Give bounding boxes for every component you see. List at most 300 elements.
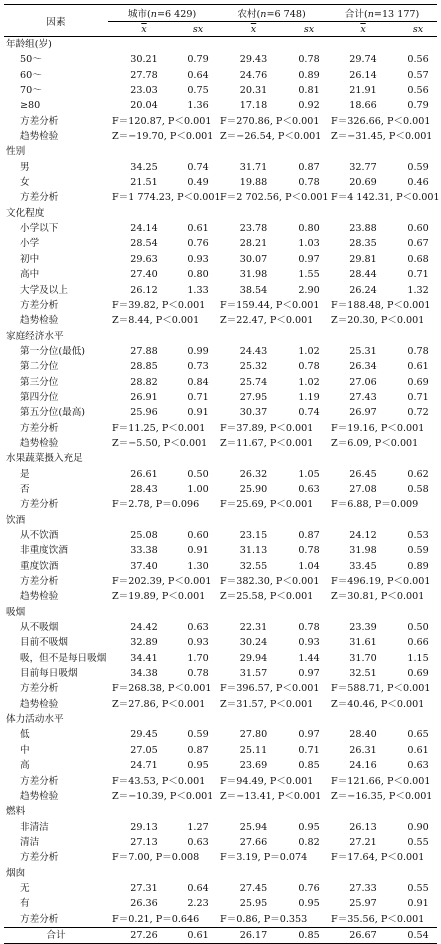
- stat-row: [4, 190, 437, 205]
- data-table-page: [0, 4, 441, 941]
- mean-value: 24.71: [130, 760, 158, 772]
- row-label: 重度饮酒: [20, 560, 59, 572]
- se-value: 0.71: [407, 269, 429, 281]
- row-label: 是: [20, 468, 30, 480]
- stat-value: F＝0.21, P＝0.646: [112, 913, 200, 925]
- se-value: 0.87: [187, 744, 209, 756]
- table-row: [4, 405, 437, 420]
- mean-value: 26.34: [349, 361, 377, 373]
- total-row: [4, 927, 437, 943]
- stat-value: F＝1 774.23, P＜0.001: [112, 192, 221, 204]
- mean-value: 23.78: [239, 223, 268, 235]
- table-row: [4, 52, 437, 67]
- group-name: 城市: [127, 9, 147, 20]
- section-header-row: [4, 144, 437, 159]
- se-value: 1.30: [187, 560, 209, 572]
- mean-value: 21.51: [130, 177, 158, 189]
- se-value: 1.55: [298, 269, 320, 281]
- section-title: 年龄组(岁): [6, 39, 52, 50]
- row-label: 第二分位: [20, 361, 59, 373]
- stat-label: 趋势检验: [20, 437, 59, 449]
- se-value: 0.46: [407, 177, 429, 189]
- table-row: [4, 390, 437, 405]
- section-header-row: [4, 712, 437, 727]
- section-header-row: [4, 451, 437, 466]
- stat-row: [4, 114, 437, 129]
- mean-value: 30.21: [130, 54, 158, 66]
- stat-label: 方差分析: [20, 115, 59, 127]
- stat-label: 趋势检验: [20, 698, 59, 710]
- se-value: 0.85: [291, 927, 327, 943]
- mean-value: 27.45: [239, 882, 268, 894]
- stat-label: 方差分析: [20, 775, 59, 787]
- se-value: 1.70: [187, 652, 209, 664]
- section-title: 饮酒: [6, 514, 26, 526]
- mean-value: 23.39: [349, 622, 377, 634]
- se-value: 0.65: [407, 729, 429, 741]
- stat-row: [4, 912, 437, 928]
- stat-value: F＝25.69, P＜0.001: [220, 499, 314, 511]
- mean-value: 27.78: [130, 69, 158, 81]
- stat-value: F＝7.00, P＝0.008: [112, 852, 200, 864]
- table-row: [4, 359, 437, 374]
- mean-value: 26.45: [349, 468, 377, 480]
- stat-value: Z＝40.46, P＜0.001: [331, 698, 425, 710]
- stat-row: [4, 436, 437, 451]
- row-label: 非清洁: [20, 821, 49, 833]
- section-title: 吸烟: [6, 606, 26, 618]
- se-value: 1.00: [187, 483, 209, 495]
- mean-value: 27.43: [349, 391, 377, 403]
- mean-header: $\overline{x}$: [108, 22, 180, 37]
- mean-value: 24.14: [130, 223, 158, 235]
- stat-value: Z＝−16.35, P＜0.001: [331, 790, 433, 802]
- se-value: 0.78: [298, 177, 320, 189]
- se-value: 0.67: [407, 238, 429, 250]
- table-row: [4, 160, 437, 175]
- stat-label: 方差分析: [20, 299, 59, 311]
- se-value: 1.15: [407, 652, 429, 664]
- se-value: 0.97: [298, 253, 320, 265]
- row-label: 清洁: [20, 836, 40, 848]
- se-value: 1.27: [187, 821, 209, 833]
- mean-value: 30.37: [239, 407, 268, 419]
- stat-value: F＝588.71, P＜0.001: [331, 683, 431, 695]
- mean-value: 26.91: [130, 391, 158, 403]
- row-label: 从不饮酒: [20, 530, 59, 541]
- stat-value: Z＝31.57, P＜0.001: [220, 698, 314, 710]
- se-value: 0.57: [407, 69, 429, 81]
- se-value: 0.63: [187, 622, 209, 634]
- se-value: 1.05: [298, 468, 320, 480]
- table-row: [4, 620, 437, 635]
- se-value: 0.85: [298, 760, 320, 772]
- mean-value: 28.82: [130, 376, 158, 388]
- se-value: 1.04: [298, 560, 320, 572]
- mean-value: 27.40: [130, 269, 158, 281]
- stat-value: F＝43.53, P＜0.001: [112, 775, 206, 787]
- mean-value: 21.91: [349, 85, 377, 97]
- se-value: 2.90: [298, 284, 320, 296]
- stat-value: F＝11.25, P＜0.001: [112, 422, 206, 434]
- mean-value: 25.90: [239, 483, 268, 495]
- stat-value: F＝188.48, P＜0.001: [331, 299, 431, 311]
- mean-value: 34.41: [130, 652, 158, 664]
- mean-value: 23.88: [349, 223, 377, 235]
- se-value: 0.82: [298, 836, 320, 848]
- mean-value: 19.88: [239, 177, 268, 189]
- mean-value: 25.95: [239, 898, 268, 910]
- mean-value: 28.21: [239, 238, 268, 250]
- group-header-urban: 城市(n=6 429): [108, 5, 216, 22]
- row-label: 有: [20, 898, 30, 910]
- mean-value: 25.08: [130, 530, 158, 541]
- se-value: 0.92: [298, 100, 320, 112]
- se-header: sx: [291, 22, 327, 37]
- se-value: 0.99: [187, 345, 209, 357]
- mean-value: 26.24: [349, 284, 377, 296]
- stat-value: F＝326.66, P＜0.001: [331, 115, 431, 127]
- se-value: 0.81: [298, 85, 320, 97]
- stat-row: [4, 789, 437, 804]
- section-header-row: [4, 605, 437, 620]
- mean-value: 27.88: [130, 345, 158, 357]
- row-label: 第四分位: [20, 391, 59, 403]
- mean-value: 29.63: [130, 253, 158, 265]
- mean-value: 26.97: [349, 407, 377, 419]
- mean-value: 31.98: [349, 545, 377, 557]
- row-label: 第五分位(最高): [20, 407, 86, 419]
- mean-value: 31.70: [349, 652, 377, 664]
- mean-value: 26.12: [130, 284, 158, 296]
- row-label: 第三分位: [20, 376, 59, 388]
- mean-value: 27.08: [349, 483, 377, 495]
- group-header-total: 合计(n=13 177): [327, 5, 437, 22]
- stat-value: Z＝−26.54, P＜0.001: [220, 131, 322, 143]
- stat-value: Z＝−13.41, P＜0.001: [220, 790, 322, 802]
- se-value: 0.63: [187, 836, 209, 848]
- stat-row: [4, 681, 437, 696]
- row-label: 否: [20, 483, 30, 495]
- se-value: 0.58: [407, 483, 429, 495]
- mean-value: 25.94: [239, 821, 268, 833]
- stat-value: Z＝19.89, P＜0.001: [112, 591, 206, 603]
- se-value: 0.91: [187, 407, 209, 419]
- stat-label: 方差分析: [20, 499, 59, 511]
- row-label: 大学及以上: [20, 284, 68, 296]
- row-label: ≥80: [20, 100, 41, 112]
- se-value: 1.03: [298, 238, 320, 250]
- stat-value: F＝270.86, P＜0.001: [220, 115, 320, 127]
- mean-value: 27.31: [130, 882, 158, 894]
- stat-row: [4, 421, 437, 436]
- mean-value: 31.13: [239, 545, 268, 557]
- se-value: 0.50: [187, 468, 209, 480]
- se-value: 0.78: [298, 545, 320, 557]
- section-header-row: [4, 206, 437, 221]
- stat-value: F＝6.88, P＝0.009: [331, 499, 419, 511]
- se-value: 0.78: [298, 54, 320, 66]
- stat-value: Z＝27.86, P＜0.001: [112, 698, 206, 710]
- se-value: 0.75: [187, 85, 209, 97]
- mean-value: 26.36: [130, 898, 158, 910]
- se-value: 1.36: [187, 100, 209, 112]
- group-name: 合计: [344, 9, 364, 20]
- mean-value: 31.57: [239, 668, 268, 680]
- row-label: 目前每日吸烟: [20, 668, 78, 680]
- row-label: 小学: [20, 238, 40, 250]
- mean-value: 24.43: [239, 345, 268, 357]
- stat-value: Z＝22.47, P＜0.001: [220, 315, 314, 327]
- se-value: 0.59: [187, 729, 209, 741]
- group-n: 6 748: [274, 9, 302, 20]
- table-body: [4, 37, 440, 944]
- se-value: 0.93: [187, 637, 209, 649]
- table-row: [4, 68, 437, 83]
- stat-label: 方差分析: [20, 913, 59, 925]
- stat-row: [4, 850, 437, 865]
- table-row: [4, 651, 437, 666]
- stat-value: F＝496.19, P＜0.001: [331, 576, 431, 588]
- se-value: 1.02: [298, 376, 320, 388]
- stat-label: 趋势检验: [20, 591, 59, 603]
- row-label: 低: [20, 729, 30, 741]
- mean-value: 26.17: [216, 927, 291, 943]
- se-value: 1.19: [298, 391, 320, 403]
- se-value: 0.60: [407, 223, 429, 235]
- table-row: [4, 896, 437, 911]
- se-value: 0.63: [407, 760, 429, 772]
- mean-value: 23.15: [239, 530, 268, 541]
- mean-value: 34.38: [130, 668, 158, 680]
- row-label: 初中: [20, 253, 40, 265]
- stat-value: F＝35.56, P＜0.001: [331, 913, 425, 925]
- row-label: 非重度饮酒: [20, 545, 68, 557]
- se-value: 0.87: [298, 530, 320, 541]
- section-header-row: [4, 513, 437, 528]
- mean-value: 32.55: [239, 560, 268, 572]
- mean-value: 28.44: [349, 269, 377, 281]
- section-title: 家庭经济水平: [6, 330, 64, 342]
- table-row: [4, 98, 437, 113]
- se-value: 0.78: [407, 345, 429, 357]
- se-value: 0.84: [187, 376, 209, 388]
- stat-label: 方差分析: [20, 852, 59, 864]
- section-title: 燃料: [6, 806, 26, 818]
- mean-value: 27.21: [349, 836, 377, 848]
- se-value: 0.80: [298, 223, 320, 235]
- mean-value: 24.42: [130, 622, 158, 634]
- se-value: 0.60: [187, 530, 209, 541]
- se-value: 0.95: [298, 898, 320, 910]
- mean-value: 27.95: [239, 391, 268, 403]
- stat-row: [4, 697, 437, 712]
- se-value: 0.89: [407, 560, 429, 572]
- mean-value: 27.26: [108, 927, 180, 943]
- se-value: 0.78: [187, 668, 209, 680]
- se-value: 0.61: [180, 927, 216, 943]
- mean-value: 27.33: [349, 882, 377, 894]
- section-header-row: [4, 37, 437, 53]
- section-title: 性别: [6, 146, 26, 158]
- mean-value: 25.11: [239, 744, 268, 756]
- row-label: 吸，但不是每日吸烟: [20, 652, 107, 664]
- mean-value: 20.04: [130, 100, 158, 112]
- se-value: 0.63: [298, 483, 320, 495]
- se-value: 0.80: [187, 269, 209, 281]
- stat-value: Z＝−10.39, P＜0.001: [112, 790, 214, 802]
- se-header: sx: [180, 22, 216, 37]
- mean-value: 28.85: [130, 361, 158, 373]
- se-value: 0.69: [407, 376, 429, 388]
- mean-value: 33.38: [130, 545, 158, 557]
- mean-value: 25.32: [239, 361, 268, 373]
- mean-value: 29.13: [130, 821, 158, 833]
- table-row: [4, 635, 437, 650]
- stat-value: Z＝−19.70, P＜0.001: [112, 131, 214, 143]
- mean-value: 27.05: [130, 744, 158, 756]
- se-value: 0.64: [187, 69, 209, 81]
- stat-label: 方差分析: [20, 192, 59, 204]
- stat-row: [4, 298, 437, 313]
- mean-value: 29.43: [239, 54, 268, 66]
- table-row: [4, 835, 437, 850]
- mean-value: 27.13: [130, 836, 158, 848]
- se-value: 0.64: [187, 882, 209, 894]
- se-value: 0.97: [298, 729, 320, 741]
- se-value: 0.78: [298, 622, 320, 634]
- stat-value: F＝2.78, P＝0.096: [112, 499, 200, 511]
- se-value: 0.91: [187, 545, 209, 557]
- stat-value: F＝202.39, P＜0.001: [112, 576, 212, 588]
- se-value: 0.90: [407, 821, 429, 833]
- stat-row: [4, 497, 437, 512]
- se-value: 0.73: [187, 361, 209, 373]
- row-label: 70～: [20, 85, 42, 97]
- se-value: 0.79: [187, 54, 209, 66]
- se-value: 0.74: [187, 161, 209, 173]
- table-row: [4, 543, 437, 558]
- mean-value: 37.40: [130, 560, 158, 572]
- mean-value: 28.40: [349, 729, 377, 741]
- table-row: [4, 344, 437, 359]
- mean-value: 29.94: [239, 652, 268, 664]
- table-row: [4, 236, 437, 251]
- se-value: 0.61: [407, 744, 429, 756]
- row-label: 男: [20, 161, 30, 173]
- stat-label: 方差分析: [20, 576, 59, 588]
- group-n: 6 429: [164, 9, 193, 20]
- stat-row: [4, 589, 437, 604]
- total-label: 合计: [4, 927, 108, 943]
- row-label: 无: [20, 882, 30, 894]
- mean-value: 27.06: [349, 376, 377, 388]
- stat-value: Z＝25.58, P＜0.001: [220, 591, 314, 603]
- mean-value: 29.45: [130, 729, 158, 741]
- se-value: 0.95: [298, 821, 320, 833]
- mean-value: 27.66: [239, 836, 268, 848]
- se-value: 0.49: [187, 177, 209, 189]
- row-label: 50～: [20, 54, 42, 66]
- se-value: 0.61: [187, 223, 209, 235]
- se-value: 0.56: [407, 54, 429, 66]
- mean-value: 24.76: [239, 69, 268, 81]
- mean-value: 25.97: [349, 898, 377, 910]
- section-header-row: [4, 804, 437, 819]
- section-header-row: [4, 329, 437, 344]
- stat-value: F＝94.49, P＜0.001: [220, 775, 314, 787]
- mean-value: 28.43: [130, 483, 158, 495]
- se-value: 1.44: [298, 652, 320, 664]
- table-row: [4, 283, 437, 298]
- mean-value: 28.54: [130, 238, 158, 250]
- header-row: [4, 5, 437, 22]
- stat-value: F＝120.87, P＜0.001: [112, 115, 212, 127]
- mean-value: 38.54: [239, 284, 268, 296]
- factor-header: 因素: [4, 5, 108, 37]
- stat-value: F＝159.44, P＜0.001: [220, 299, 320, 311]
- stat-value: F＝3.19, P＝0.074: [220, 852, 308, 864]
- section-title: 烟囱: [6, 867, 26, 879]
- stat-value: F＝37.89, P＜0.001: [220, 422, 314, 434]
- se-value: 0.93: [187, 253, 209, 265]
- se-value: 0.71: [407, 391, 429, 403]
- mean-value: 34.25: [130, 161, 158, 173]
- se-value: 0.68: [407, 253, 429, 265]
- section-title: 水果蔬菜摄入充足: [6, 453, 83, 465]
- table-row: [4, 820, 437, 835]
- se-value: 0.78: [298, 361, 320, 373]
- se-value: 0.74: [298, 407, 320, 419]
- stat-value: Z＝8.44, P＜0.001: [112, 315, 200, 327]
- se-value: 0.87: [298, 161, 320, 173]
- stat-value: Z＝30.81, P＜0.001: [331, 591, 425, 603]
- table-row: [4, 482, 437, 497]
- mean-value: 24.12: [349, 530, 377, 541]
- mean-value: 33.45: [349, 560, 377, 572]
- stat-value: F＝121.66, P＜0.001: [331, 775, 431, 787]
- table-row: [4, 175, 437, 190]
- table-row: [4, 743, 437, 758]
- stat-label: 趋势检验: [20, 131, 59, 143]
- table-row: [4, 467, 437, 482]
- mean-value: 25.74: [239, 376, 268, 388]
- se-value: 0.54: [399, 927, 437, 943]
- table-row: [4, 666, 437, 681]
- table-row: [4, 727, 437, 742]
- se-value: 0.61: [407, 361, 429, 373]
- se-value: 0.55: [407, 882, 429, 894]
- results-table: [4, 4, 440, 944]
- se-value: 2.23: [187, 898, 209, 910]
- se-value: 0.72: [407, 407, 429, 419]
- row-label: 中: [20, 744, 30, 756]
- mean-header: $\overline{x}$: [216, 22, 291, 37]
- table-row: [4, 221, 437, 236]
- mean-value: 29.74: [349, 54, 377, 66]
- mean-value: 24.16: [349, 760, 377, 772]
- table-row: [4, 375, 437, 390]
- stat-value: F＝19.16, P＜0.001: [331, 422, 425, 434]
- row-label: 小学以下: [20, 223, 59, 235]
- group-n: 13 177: [381, 9, 416, 20]
- mean-value: 26.61: [130, 468, 158, 480]
- se-value: 0.59: [407, 161, 429, 173]
- section-title: 文化程度: [6, 207, 45, 219]
- table-row: [4, 83, 437, 98]
- mean-value: 22.31: [239, 622, 268, 634]
- row-label: 目前不吸烟: [20, 637, 68, 649]
